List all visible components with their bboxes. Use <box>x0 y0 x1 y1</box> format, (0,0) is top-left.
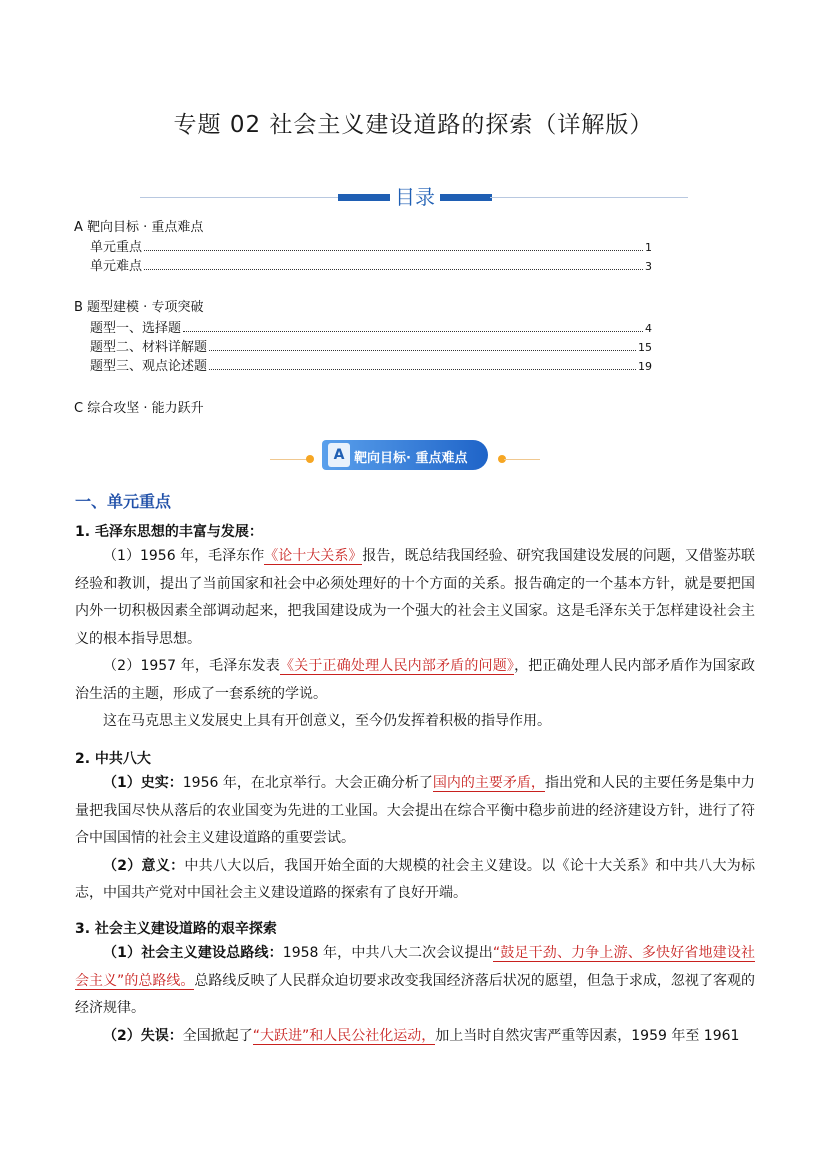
section-title: 一、单元重点 <box>75 492 172 511</box>
toc-section-b[interactable]: B 题型建模 · 专项突破 <box>74 300 204 315</box>
toc-item[interactable]: 单元重点 1 <box>90 240 652 255</box>
page-title: 专题 02 社会主义建设道路的探索（详解版） <box>173 112 654 138</box>
paragraph: （2）意义：中共八大以后，我国开始全面的大规模的社会主义建设。以《论十大关系》和中共八大为标志，中国共产党对中国社会主义建设道路的探索有了良好开端。 <box>75 857 755 901</box>
paragraph: 这在马克思主义发展史上具有开创意义，至今仍发挥着积极的指导作用。 <box>103 713 551 729</box>
highlight-text: “大跃进”和人民公社化运动， <box>252 1027 436 1044</box>
highlight-text: 《关于正确处理人民内部矛盾的问题》 <box>280 658 515 674</box>
divider-line <box>490 197 688 198</box>
subsection-heading: 2. 中共八大 <box>75 751 151 767</box>
paragraph-block <box>75 770 755 908</box>
toc-item[interactable]: 题型二、材料详解题 15 <box>90 340 652 355</box>
paragraph: （1）社会主义建设总路线：1958 年，中共八大二次会议提出“鼓足干劲、力争上游、多快好省地建设社会主义”的总路线。总路线反映了人民群众迫切要求改变我国经济落后状况的愿望，但急于求成，忽视了客观的经济规律。 <box>75 945 755 1016</box>
toc-heading-text: 目录 <box>395 185 435 209</box>
subsection-heading: 3. 社会主义建设道路的艰辛探索 <box>75 921 277 937</box>
toc-section-a[interactable]: A 靶向目标 · 重点难点 <box>74 220 204 235</box>
toc-section-c[interactable]: C 综合攻坚 · 能力跃升 <box>74 401 204 416</box>
paragraph: （2）1957 年，毛泽东发表《关于正确处理人民内部矛盾的问题》，把正确处理人民内部矛盾作为国家政治生活的主题，形成了一套系统的学说。 <box>75 658 756 702</box>
accent-bar <box>338 194 390 201</box>
paragraph: （1）1956 年，毛泽东作《论十大关系》报告，既总结我国经验、研究我国建设发展的问题，又借鉴苏联经验和教训，提出了当前国家和社会中必须处理好的十个方面的关系。报告确定的一个基本方针，就是要把国内外一切积极因素全部调动起来，把我国建设成为一个强大的社会主义国家。这是毛泽东关于怎样建设社会主义的根本指导思想。 <box>75 548 756 647</box>
badge-text: 靶向目标· 重点难点 <box>354 451 468 466</box>
toc-item[interactable]: 题型一、选择题 4 <box>90 321 652 336</box>
highlight-text: 《论十大关系》 <box>264 548 363 564</box>
highlight-text: “鼓足干劲、力争上游、多快好省地建设社会主义”的总路线。 <box>75 945 755 989</box>
toc-item[interactable]: 题型三、观点论述题 19 <box>90 359 652 374</box>
highlight-text: 国内的主要矛盾， <box>432 775 545 791</box>
badge-letter: A <box>328 443 350 467</box>
section-banner <box>270 438 540 472</box>
banner-dot <box>306 455 314 463</box>
divider-line <box>140 197 338 198</box>
paragraph-block <box>75 940 755 1050</box>
toc-heading <box>140 181 688 211</box>
section-badge <box>322 440 488 470</box>
subsection-heading: 1. 毛泽东思想的丰富与发展： <box>75 524 263 540</box>
banner-line <box>270 459 310 460</box>
accent-bar <box>440 194 492 201</box>
paragraph: （2）失误：全国掀起了“大跃进”和人民公社化运动，加上当时自然灾害严重等因素，1959 年至 1961 <box>103 1027 740 1044</box>
paragraph: （1）史实：1956 年，在北京举行。大会正确分析了国内的主要矛盾，指出党和人民的主要任务是集中力量把我国尽快从落后的农业国变为先进的工业国。大会提出在综合平衡中稳步前进的经济建设方针，进行了符合中国国情的社会主义建设道路的重要尝试。 <box>75 775 755 846</box>
paragraph-block <box>75 543 755 736</box>
toc-item[interactable]: 单元难点 3 <box>90 259 652 274</box>
banner-line <box>504 459 540 460</box>
